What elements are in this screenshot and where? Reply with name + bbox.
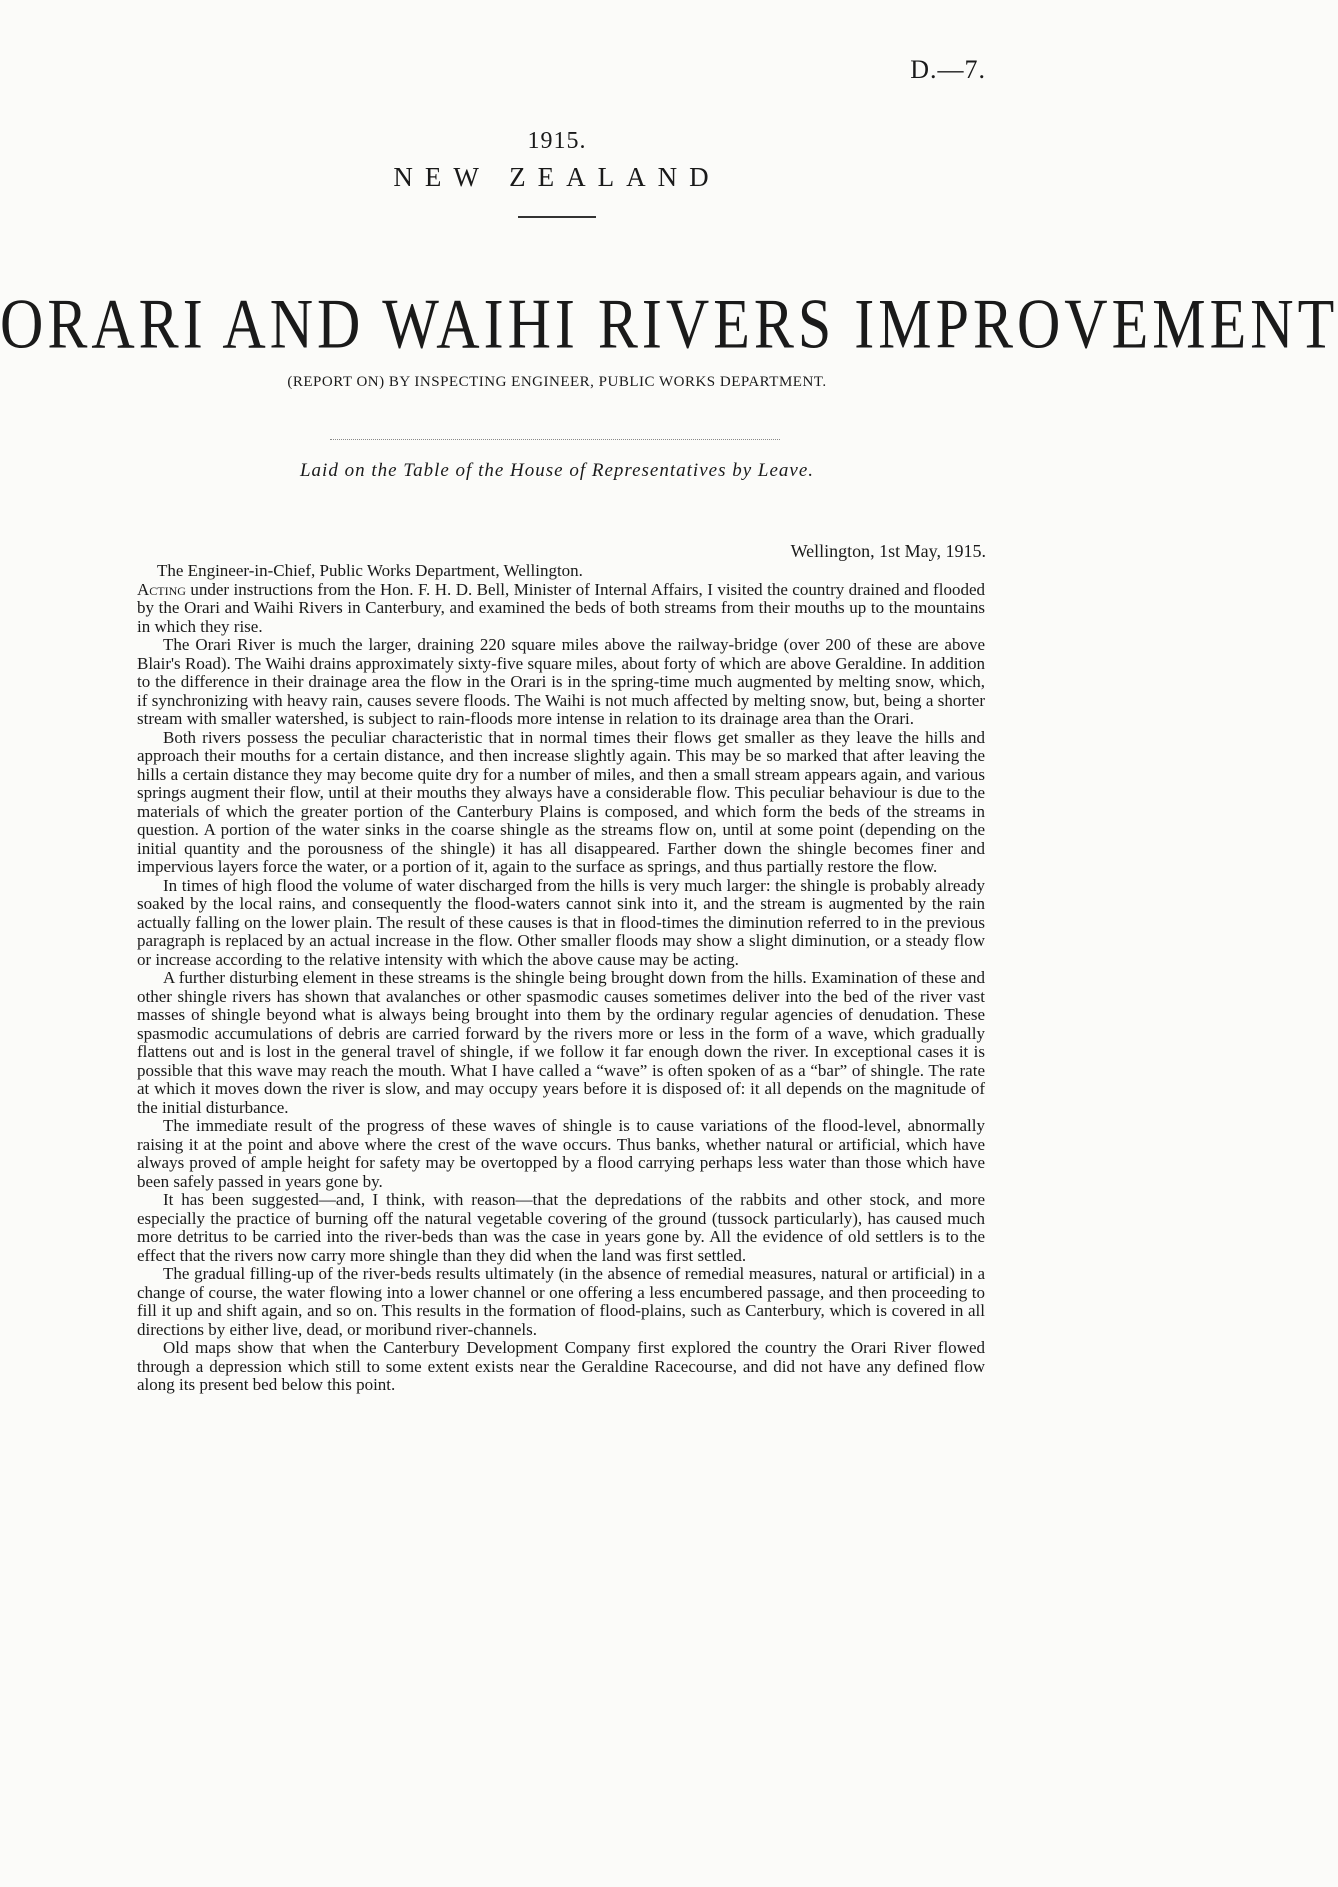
- document-year: 1915.: [527, 128, 587, 154]
- opening-word: Acting: [137, 579, 186, 599]
- body-paragraph: The gradual filling-up of the river-beds results ultimately (in the absence of remedial measures, natural or artificial) in a change of course, the water flowing into a lower channel or one offering a less encumbered passage, and then proceeding to fill it up and shift again, and so on. This results in the formation of flood-plains, such as Canterbury, which is covered in all directions by either live, dead, or moribund river-channels.: [137, 1264, 985, 1339]
- body-paragraph: The immediate result of the progress of these waves of shingle is to cause variations of the flood-level, abnormally raising it at the point and above where the crest of the wave occurs. Thus banks, whether natural or artificial, which have always proved of ample height for safety may be overtopped by a flood carrying perhaps less water than those which have been safely passed in years gone by.: [137, 1116, 985, 1191]
- page-title: ORARI AND WAIHI RIVERS IMPROVEMENT: [0, 285, 1338, 364]
- body-paragraph: Old maps show that when the Canterbury Development Company first explored the country the Orari River flowed through a depression which still to some extent exists near the Geraldine Racecourse, and did not have any defined flow along its present bed below this point.: [137, 1338, 985, 1394]
- body-paragraph: In times of high flood the volume of water discharged from the hills is very much larger: the shingle is probably already soaked by the local rains, and consequently the flood-waters cannot sink into it, and the stream is augmented by the rain actually falling on the lower plain. The result of these causes is that in flood-times the diminution referred to in the previous paragraph is replaced by an actual increase in the flow. Other smaller floods may show a slight diminution, or a steady flow or increase according to the relative intensity with which the above cause may be acting.: [137, 875, 985, 969]
- letter-body: [137, 562, 985, 1395]
- laid-on-table-note: Laid on the Table of the House of Representatives by Leave.: [299, 460, 815, 481]
- letter-addressee: The Engineer-in-Chief, Public Works Department, Wellington.: [157, 561, 583, 580]
- body-paragraph: A further disturbing element in these streams is the shingle being brought down from the hills. Examination of these and other shingle rivers has shown that avalanches or other spasmodic causes sometimes deliver into the bed of the river vast masses of shingle beyond what is always being brought into them by the ordinary regular agencies of denudation. These spasmodic accumulations of debris are carried forward by the rivers more or less in the form of a wave, which gradually flattens out and is lost in the general travel of shingle, if we follow it far enough down the river. In exceptional cases it is possible that this wave may reach the mouth. What I have called a “wave” is often spoken of as a “bar” of shingle. The rate at which it moves down the river is slow, and may occupy years before it is disposed of: it all depends on the magnitude of the initial disturbance.: [137, 968, 985, 1117]
- body-paragraph: [137, 581, 985, 637]
- country-heading: NEW ZEALAND: [393, 162, 721, 192]
- divider-dotted: [330, 439, 780, 440]
- divider-short: [518, 216, 596, 218]
- paragraph-text: under instructions from the Hon. F. H. D. Bell, Minister of Internal Affairs, I visited the country drained and flooded by the Orari and Waihi Rivers in Canterbury, and examined the beds of both streams from their mouths up to the mountains in which they rise.: [137, 579, 985, 636]
- letter-dateline: Wellington, 1st May, 1915.: [790, 541, 986, 561]
- page-subtitle: (REPORT ON) BY INSPECTING ENGINEER, PUBLIC WORKS DEPARTMENT.: [287, 374, 827, 390]
- body-paragraph: It has been suggested—and, I think, with reason—that the depredations of the rabbits and other stock, and more especially the practice of burning off the natural vegetable covering of the ground (tussock particularly), has caused much more detritus to be carried into the river-beds than was the case in years gone by. All the evidence of old settlers is to the effect that the rivers now carry more shingle than they did when the land was first settled.: [137, 1190, 985, 1265]
- page-reference: D.—7.: [910, 55, 986, 84]
- body-paragraph: The Orari River is much the larger, draining 220 square miles above the railway-bridge (over 200 of these are above Blair's Road). The Waihi drains approximately sixty-five square miles, about forty of which are above Geraldine. In addition to the difference in their drainage area the flow in the Orari is in the spring-time much augmented by melting snow, which, if synchronizing with heavy rain, causes severe floods. The Waihi is not much affected by melting snow, but, being a shorter stream with smaller watershed, is subject to rain-floods more intense in relation to its drainage area than the Orari.: [137, 635, 985, 728]
- body-paragraph: Both rivers possess the peculiar characteristic that in normal times their flows get smaller as they leave the hills and approach their mouths for a certain distance, and then increase slightly again. This may be so marked that after leaving the hills a certain distance they may become quite dry for a number of miles, and then a small stream appears again, and various springs augment their flow, until at their mouths they always have a considerable flow. This peculiar behaviour is due to the materials of which the greater portion of the Canterbury Plains is composed, and which form the beds of the streams in question. A portion of the water sinks in the coarse shingle as the streams flow on, until at some point (depending on the initial quantity and the porousness of the shingle) it has all disappeared. Farther down the shingle becomes finer and impervious layers force the water, or a portion of it, again to the surface as springs, and thus partially restore the flow.: [137, 727, 985, 876]
